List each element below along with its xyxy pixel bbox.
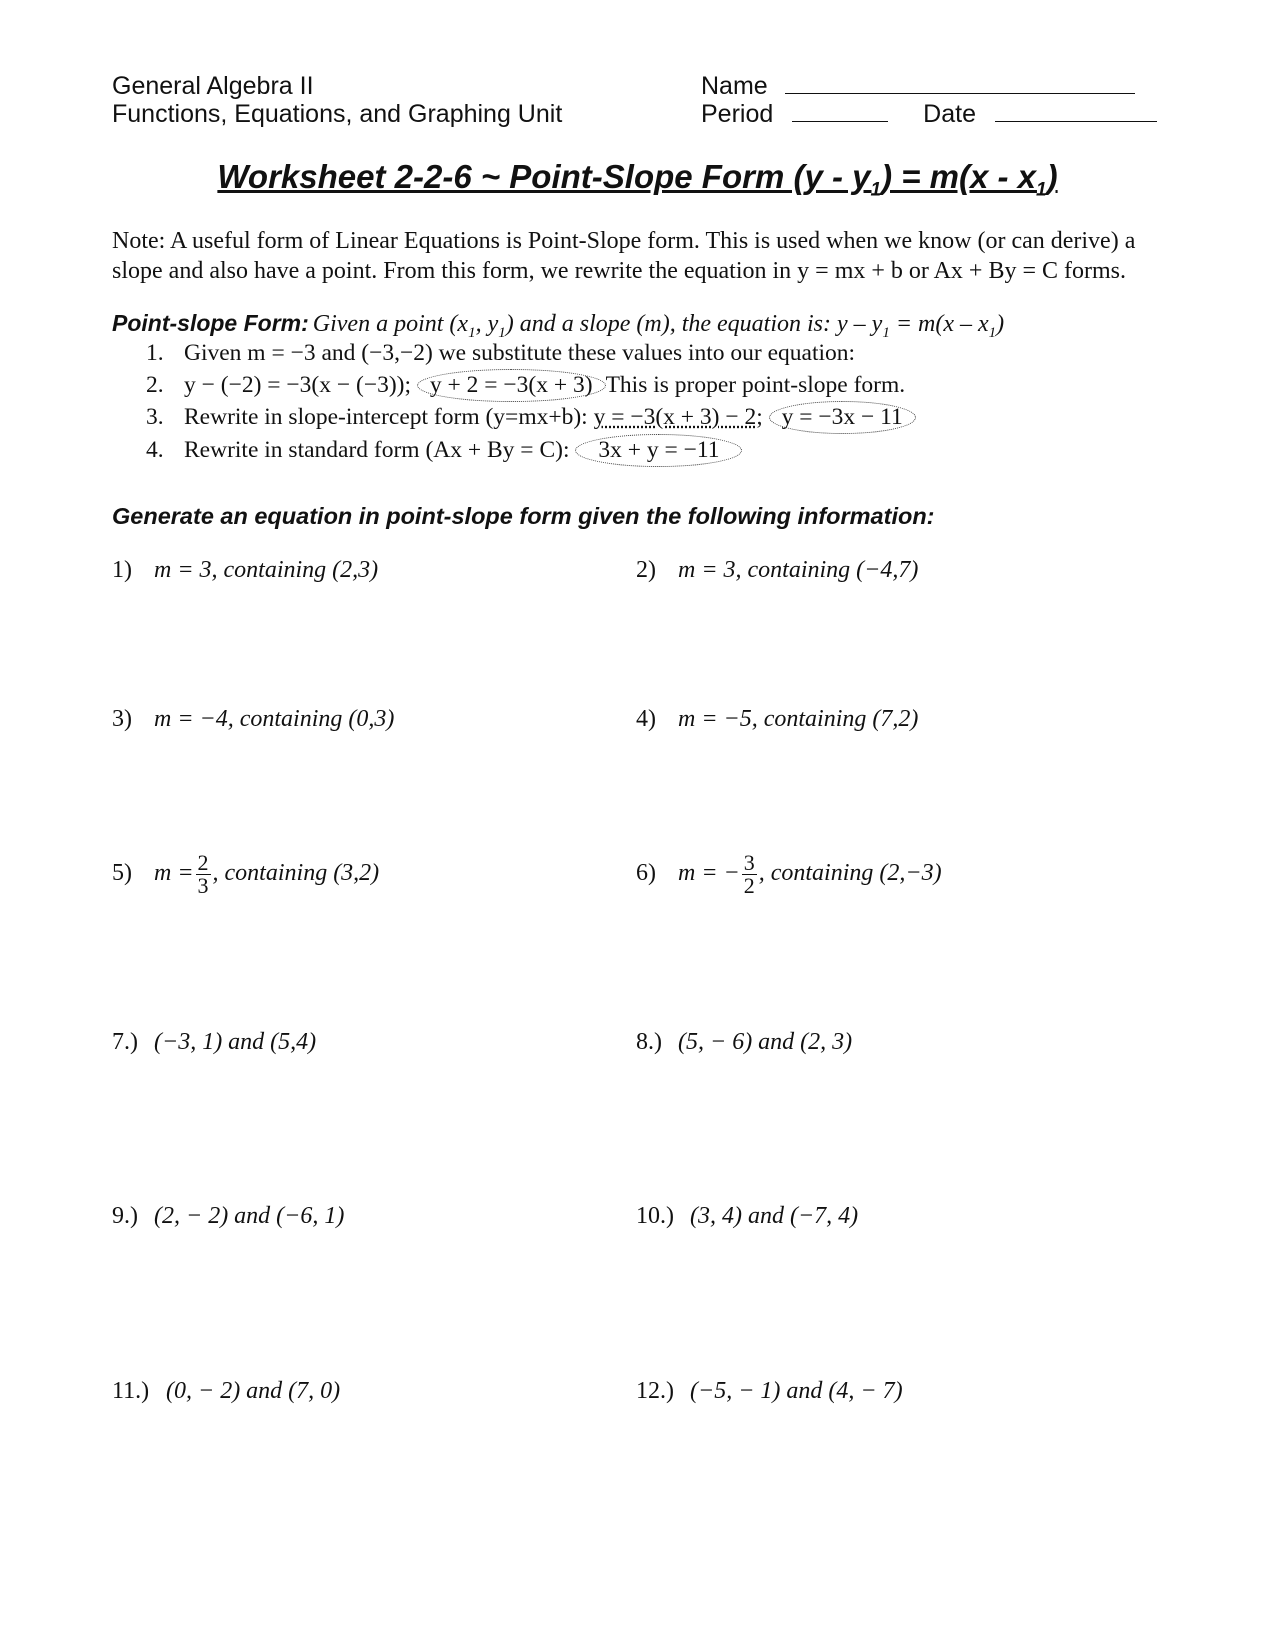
problem-6: 6) m = − $\frac{3}{2}$ , containing (2,−3): [636, 850, 942, 898]
example-step-1: 1. Given m = −3 and (−3,−2) we substitute these values into our equation:: [146, 340, 856, 366]
problem-4: 4) m = −5, containing (7,2): [636, 706, 919, 732]
worksheet-title: Worksheet 2-2-6 ~ Point-Slope Form $(y - y_1) = m(x - x_1)$: [217, 158, 1058, 201]
note-paragraph: [112, 226, 1135, 286]
problem-10: 10.) (3, 4) and (−7, 4): [636, 1203, 859, 1229]
problem-2: 2) m = 3, containing (−4,7): [636, 557, 919, 583]
unit-name: Functions, Equations, and Graphing Unit: [112, 100, 563, 128]
example-step-2: 2. y − (−2) = −3(x − (−3)); y + 2 = −3(x + 3) This is proper point-slope form.: [146, 369, 905, 402]
fraction-two-thirds: $\frac{2}{3}$: [197, 850, 209, 898]
name-field[interactable]: [701, 72, 1135, 101]
problem-11: 11.) (0, − 2) and (7, 0): [112, 1378, 341, 1404]
course-name: General Algebra II: [112, 72, 314, 100]
problem-1: 1) m = 3, containing (2,3): [112, 557, 379, 583]
period-blank-line[interactable]: [792, 101, 888, 122]
example-step-4: 4. Rewrite in standard form (Ax + By = C): 3x + y = −11: [146, 434, 742, 467]
circled-answer-slope-intercept: y = −3x − 11: [769, 401, 916, 434]
problem-7: 7.) (−3, 1) and (5,4): [112, 1029, 317, 1055]
point-slope-definition: [112, 310, 1004, 342]
note-line-2: slope and also have a point. From this form, we rewrite the equation in y = mx + b or Ax + By = C forms.: [112, 258, 1126, 284]
circled-answer-point-slope: y + 2 = −3(x + 3): [417, 369, 606, 402]
problem-12: 12.) (−5, − 1) and (4, − 7): [636, 1378, 903, 1404]
name-blank-line[interactable]: [785, 73, 1135, 94]
fraction-three-halves: $\frac{3}{2}$: [743, 850, 755, 898]
circled-answer-standard: 3x + y = −11: [575, 434, 742, 467]
date-label: Date: [923, 100, 976, 128]
point-slope-formula: Given a point ($x_1$, $y_1$) and a slope (m), the equation is: $y - y_1 = m(x - x_1)$: [312, 311, 1005, 341]
problem-5: 5) m = $\frac{2}{3}$ , containing (3,2): [112, 850, 380, 898]
problem-3: 3) m = −4, containing (0,3): [112, 706, 395, 732]
instruction-heading: Generate an equation in point-slope form given the following information:: [112, 503, 935, 529]
problem-8: 8.) (5, − 6) and (2, 3): [636, 1029, 853, 1055]
example-step-3: 3. Rewrite in slope-intercept form (y=mx+b): y = −3(x + 3) − 2; y = −3x − 11: [146, 401, 916, 434]
point-slope-label: Point-slope Form:: [112, 310, 309, 336]
problem-9: 9.) (2, − 2) and (−6, 1): [112, 1203, 345, 1229]
date-blank-line[interactable]: [995, 101, 1157, 122]
note-line-1: Note: A useful form of Linear Equations is Point-Slope form. This is used when we know (or can derive) a: [112, 228, 1136, 254]
period-date-field[interactable]: [701, 100, 1157, 129]
period-label: Period: [701, 100, 774, 128]
name-label: Name: [701, 72, 768, 100]
